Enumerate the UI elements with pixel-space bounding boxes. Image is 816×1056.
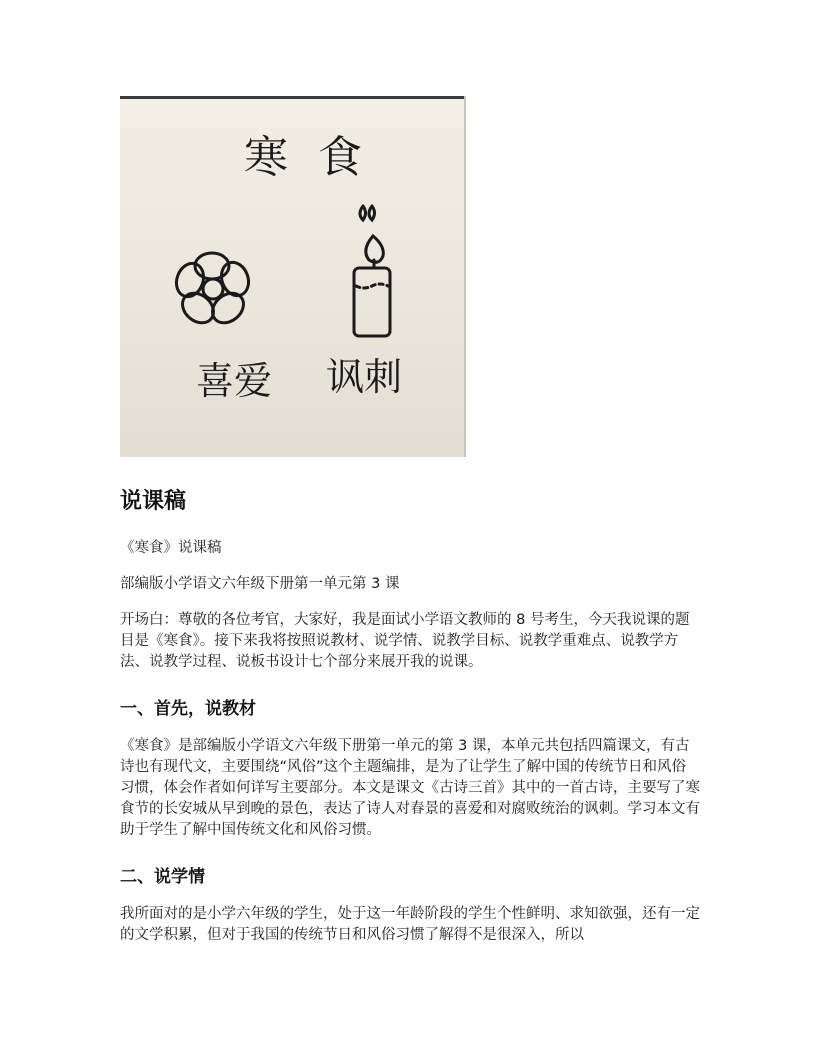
section-heading-students: 二、说学情 xyxy=(120,867,205,887)
candle-icon xyxy=(354,206,390,336)
intro-paragraph: 开场白：尊敬的各位考官，大家好，我是面试小学语文教师的 8 号考生，今天我说课的题目是《寒食》。接下来我将按照说教材、说学情、说教学目标、说教学重难点、说教学方法、说教学过程、说板书设计七个部分来展开我的说课。 xyxy=(120,612,690,670)
photo-caption-love: 喜爱 xyxy=(196,359,273,403)
section-students-body: 我所面对的是小学六年级的学生，处于这一年龄阶段的学生个性鲜明、求知欲强，还有一定的文学积累，但对于我国的传统节日和风俗习惯了解得不是很深入，所以 xyxy=(120,906,700,943)
lesson-source: 部编版小学语文六年级下册第一单元第 3 课 xyxy=(120,576,400,592)
photo-title-text: 寒食 xyxy=(244,132,392,183)
photo-caption-irony: 讽刺 xyxy=(326,355,403,399)
document-heading: 说课稿 xyxy=(120,489,187,514)
section-heading-textbook: 一、首先，说教材 xyxy=(120,699,256,719)
blackboard-sketch-photo xyxy=(120,96,466,457)
section-textbook-body: 《寒食》是部编版小学语文六年级下册第一单元的第 3 课，本单元共包括四篇课文，有古诗也有现代文，主要围绕“风俗”这个主题编排，是为了让学生了解中国的传统节日和风俗习惯，体会作者如何详写主要部分。本文是课文《古诗三首》其中的一首古诗，主要写了寒食节的长安城从早到晚的景色，表达了诗人对春景的喜爱和对腐败统治的讽刺。学习本文有助于学生了解中国传统文化和风俗习惯。 xyxy=(120,738,700,838)
flower-icon xyxy=(172,253,253,329)
sketch-drawings xyxy=(120,96,466,457)
document-subtitle: 《寒食》说课稿 xyxy=(120,540,222,556)
